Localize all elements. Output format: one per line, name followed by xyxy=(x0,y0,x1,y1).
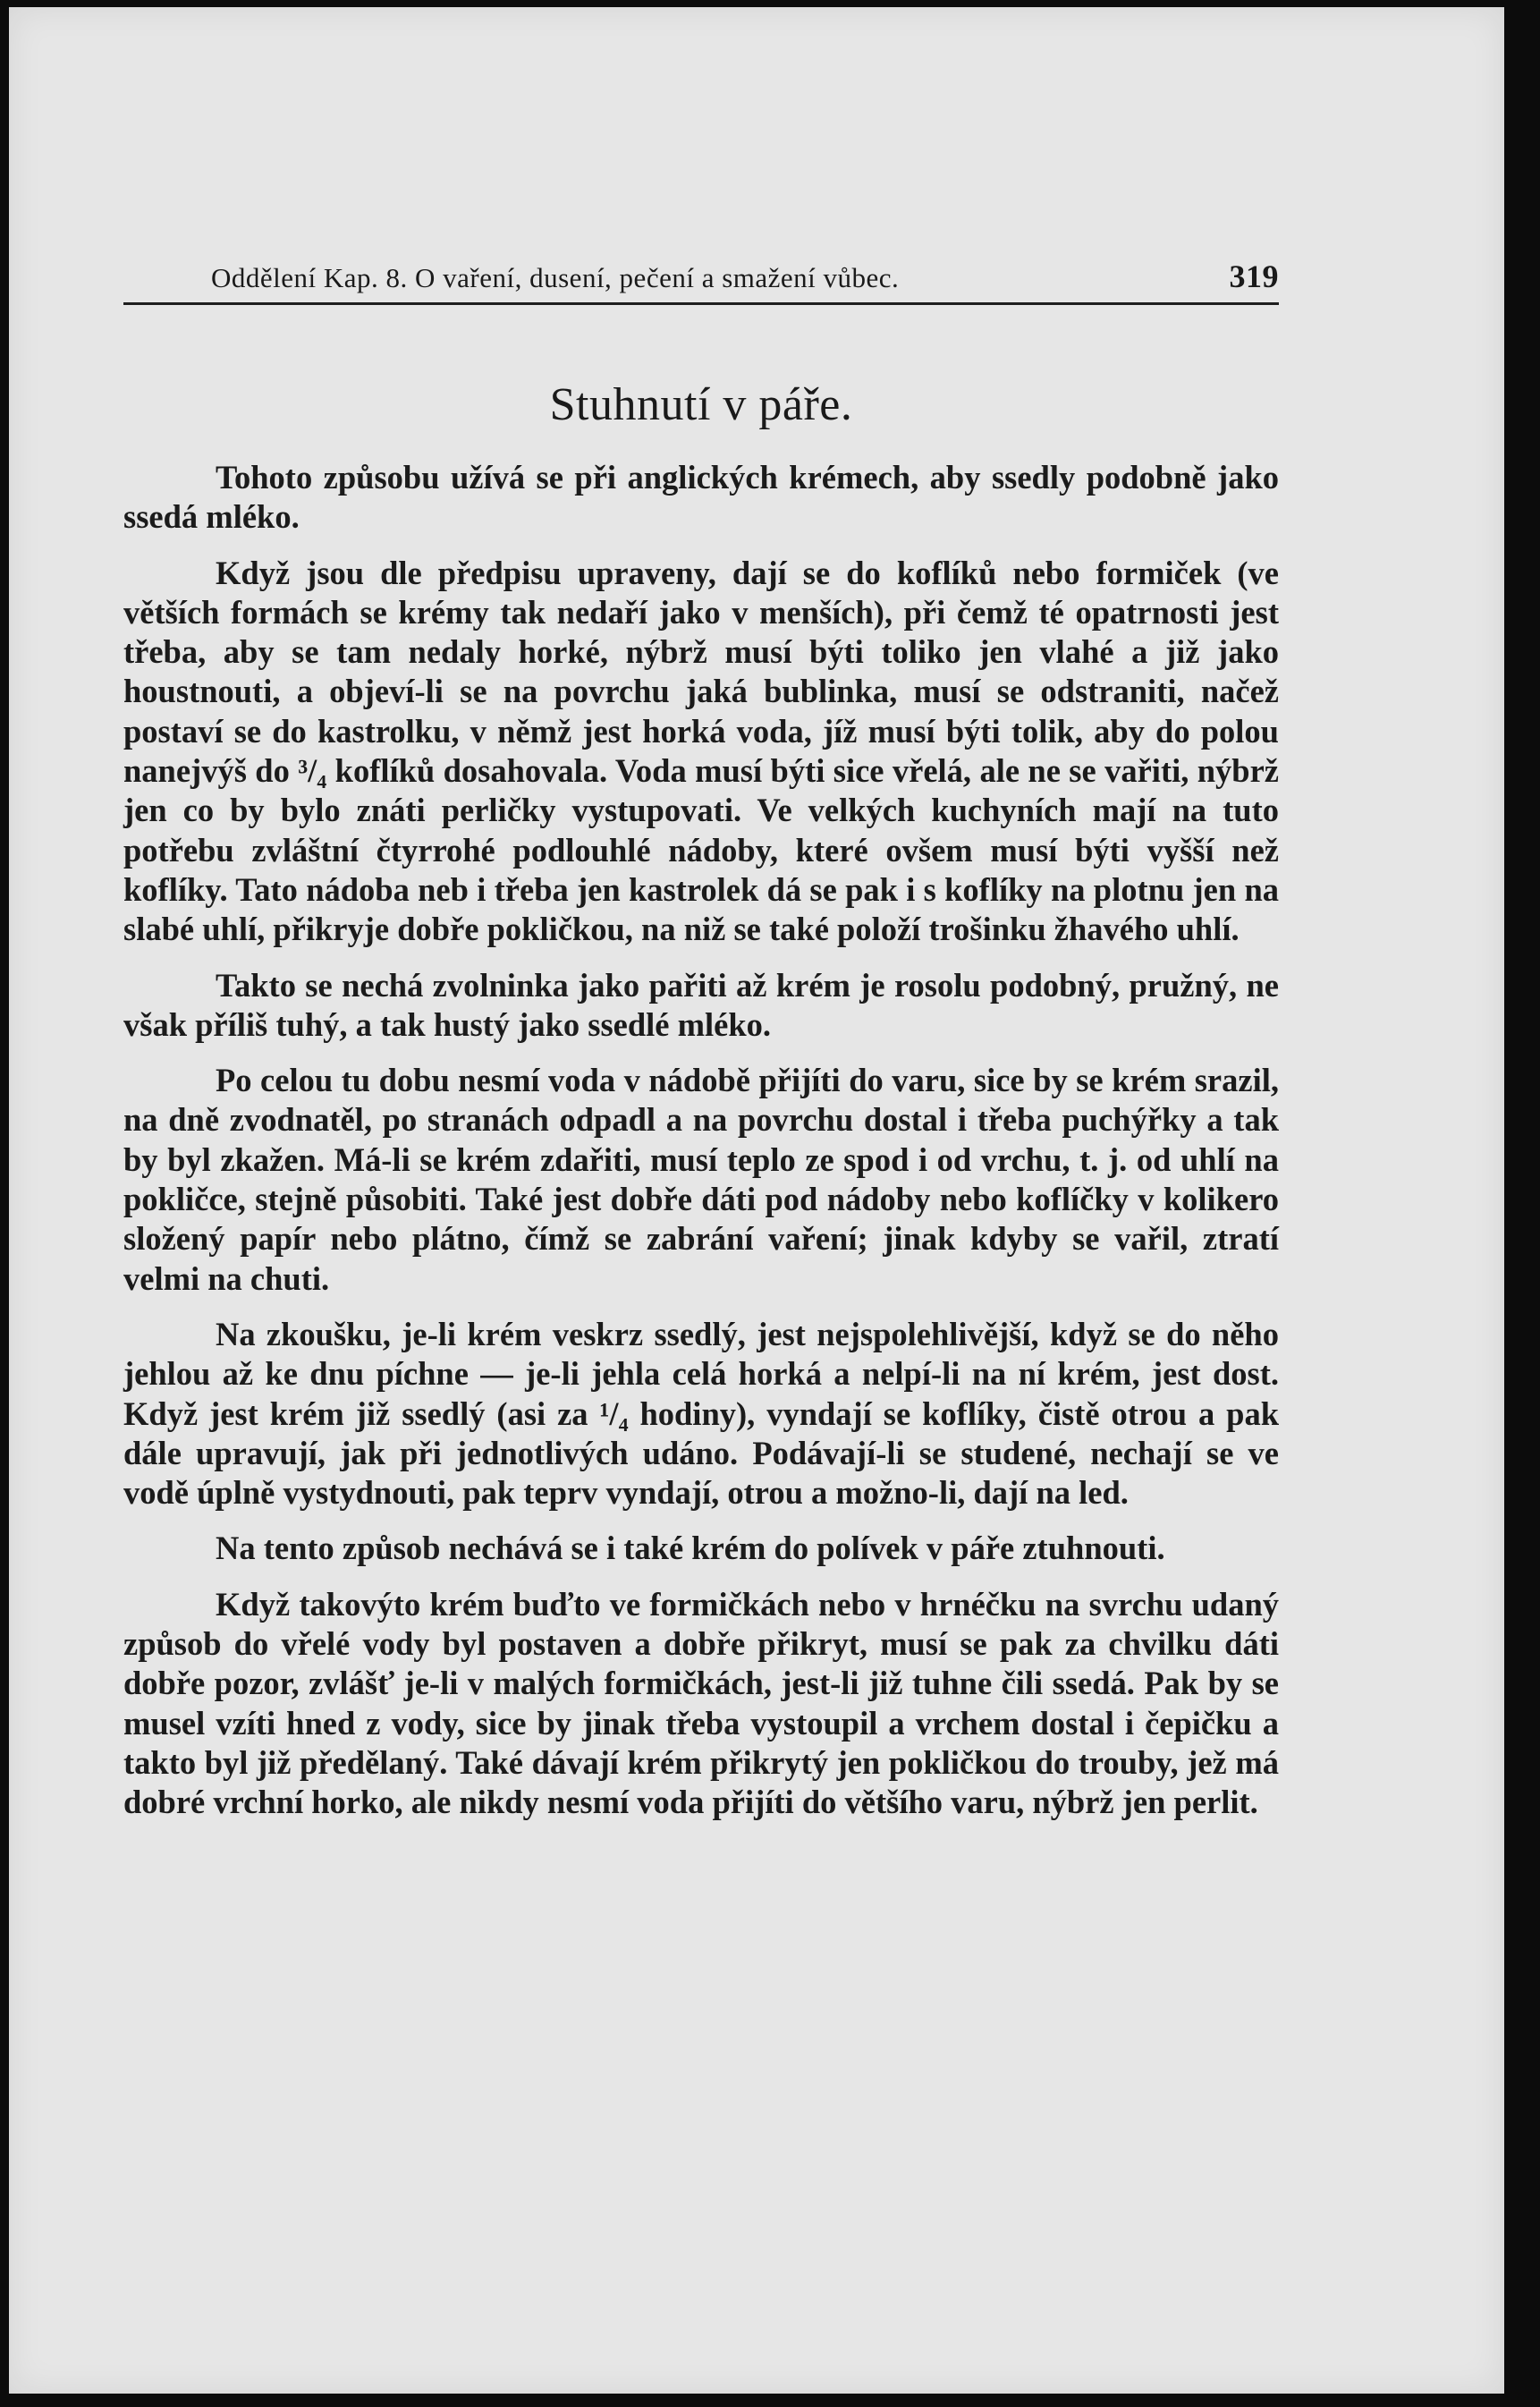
page-number: 319 xyxy=(1229,258,1279,294)
running-header xyxy=(123,258,1279,305)
section-title: Stuhnutí v páře. xyxy=(549,379,853,430)
page-content xyxy=(123,258,1279,1839)
book-page xyxy=(9,7,1504,2394)
paragraph-3: Takto se nechá zvolninka jako pařiti až krém je rosolu podobný, pružný, ne však příliš tuhý, a tak hustý jako ssedlé mléko. xyxy=(123,966,1279,1043)
paragraph-2: Když jsou dle předpisu upraveny, dají se do koflíků nebo formiček (ve větších formách se krémy tak nedaří jako v menších), při čemž té opatrnosti jest třeba, aby se tam nedaly horké, nýbrž musí býti toliko jen vlahé a již jako houstnouti, a objeví-li se na povrchu jaká bublinka, musí se odstraniti, načež postaví se do kastrolku, v němž jest horká voda, jíž musí býti tolik, aby do polou nanejvýš do ³/₄ koflíků dosahovala. Voda musí býti sice vřelá, ale ne se vařiti, nýbrž jen co by bylo znáti perličky vystupovati. Ve velkých kuchyních mají na tuto potřebu zvláštní čtyrrohé podlouhlé nádoby, které ovšem musí býti vyšší než koflíky. Tato nádoba neb i třeba jen kastrolek dá se pak i s koflíky na plotnu jen na slabé uhlí, přikryje dobře pokličkou, na niž se také položí trošinku žhavého uhlí. xyxy=(123,554,1279,948)
paragraph-7: Když takovýto krém buďto ve formičkách nebo v hrnéčku na svrchu udaný způsob do vřelé vody byl postaven a dobře přikryt, musí se pak za chvilku dáti dobře pozor, zvlášť je-li v malých formičkách, jest-li již tuhne čili ssedá. Pak by se musel vzíti hned z vody, sice by jinak třeba vystoupil a vrchem dostal i čepičku a takto byl již předělaný. Také dávají krém přikrytý jen pokličkou do trouby, jež má dobré vrchní horko, ale nikdy nesmí voda přijíti do většího varu, nýbrž jen perlit. xyxy=(123,1585,1279,1821)
paragraph-4: Po celou tu dobu nesmí voda v nádobě přijíti do varu, sice by se krém srazil, na dně zvodnatěl, po stranách odpadl a na povrchu dostal i třeba puchýřky a tak by byl zkažen. Má-li se krém zdařiti, musí teplo ze spod i od vrchu, t. j. od uhlí na pokličce, stejně působiti. Také jest dobře dáti pod nádoby nebo koflíčky v kolikero složený papír nebo plátno, čímž se zabrání vaření; jinak kdyby se vařil, ztratí velmi na chuti. xyxy=(123,1062,1279,1297)
paragraph-1: Tohoto způsobu užívá se při anglických krémech, aby ssedly podobně jako ssedá mléko. xyxy=(123,459,1279,536)
running-title: Oddělení Kap. 8. O vaření, dusení, pečení a smažení vůbec. xyxy=(211,262,900,293)
paragraph-6: Na tento způsob nechává se i také krém do polívek v páře ztuhnouti. xyxy=(216,1530,1165,1567)
paragraph-5: Na zkoušku, je-li krém veskrz ssedlý, jest nejspolehlivější, když se do něho jehlou až ke dnu píchne — je-li jehla celá horká a nelpí-li na ní krém, jest dost. Když jest krém již ssedlý (asi za ¹/₄ hodiny), vyndají se koflíky, čistě otrou a pak dále upravují, jak při jednotlivých udáno. Podávají-li se studené, nechají se ve vodě úplně vystydnouti, pak teprv vyndají, otrou a možno-li, dají na led. xyxy=(123,1315,1279,1512)
